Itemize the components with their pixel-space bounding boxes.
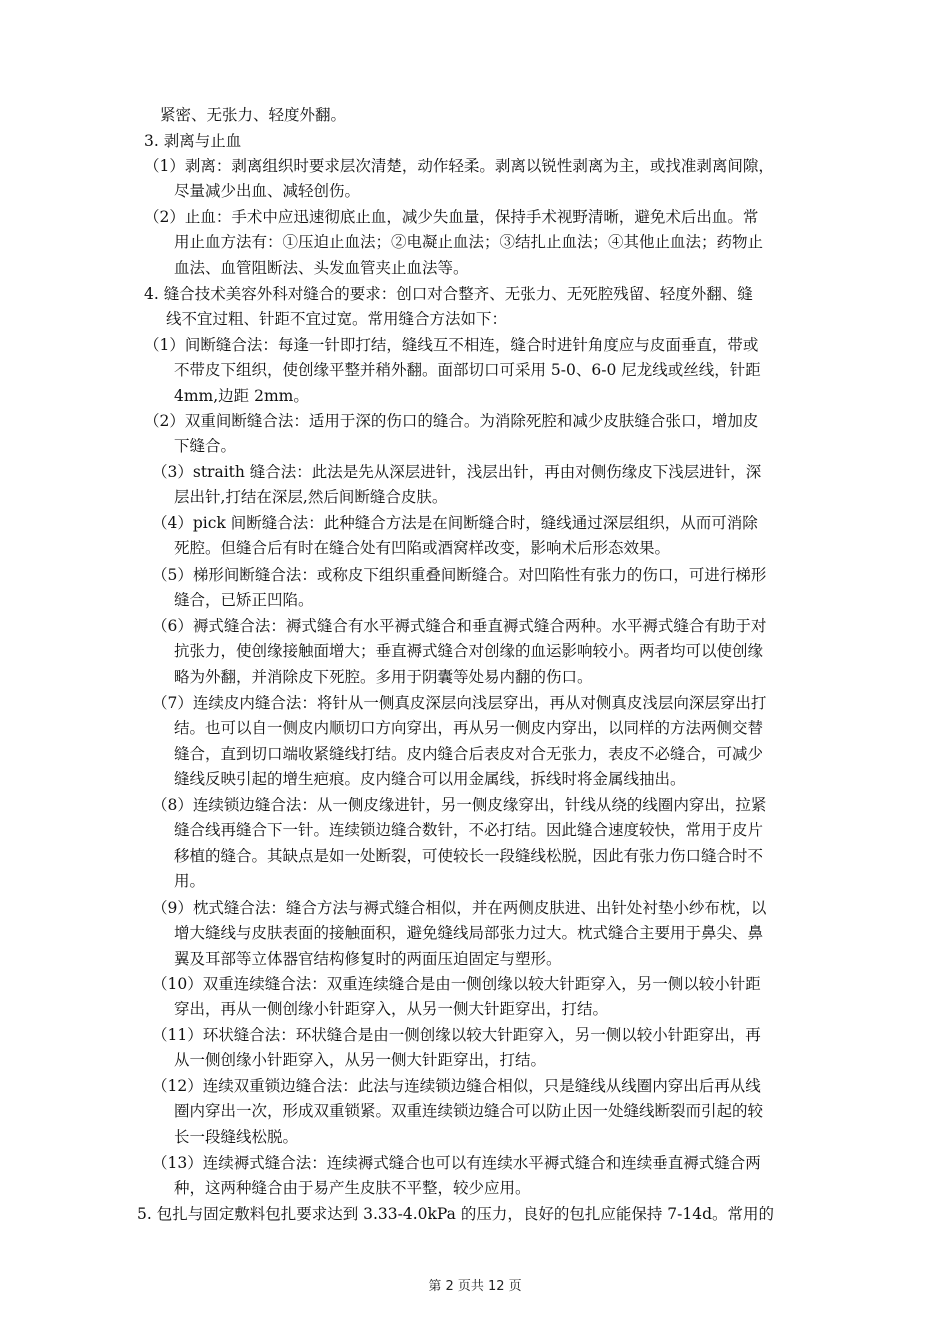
paragraph [160, 103, 346, 128]
text-line: 长一段缝线松脱。 [174, 1127, 299, 1146]
text-line: （5）梯形间断缝合法：或称皮下组织重叠间断缝合。对凹陷性有张力的伤口，可进行梯形 [152, 566, 767, 584]
paragraph [152, 614, 766, 690]
text-line: 紧密、无张力、轻度外翻。 [160, 106, 347, 124]
text-line: （1）剥离：剥离组织时要求层次清楚，动作轻柔。剥离以锐性剥离为主，或找准剥离间隙， [144, 157, 774, 175]
text-line: 4mm,边距 2mm。 [174, 386, 309, 405]
text-line: （9）枕式缝合法：缝合方法与褥式缝合相似，并在两侧皮肤进、出针处衬垫小纱布枕，以 [152, 899, 767, 917]
text-line: （8）连续锁边缝合法：从一侧皮缘进针，另一侧皮缘穿出，针线从绕的线圈内穿出，拉紧 [152, 796, 767, 814]
text-line: 翼及耳部等立体器官结构修复时的两面压迫固定与塑形。 [174, 949, 562, 968]
text-line: 移植的缝合。其缺点是如一处断裂，可使较长一段缝线松脱，因此有张力伤口缝合时不 [174, 846, 764, 865]
paragraph [152, 563, 766, 614]
text-line: 结。也可以自一侧皮内顺切口方向穿出，再从另一侧皮内穿出，以同样的方法两侧交替 [174, 719, 764, 738]
text-line: 缝合，已矫正凹陷。 [174, 591, 314, 610]
paragraph [144, 154, 774, 205]
paragraph [152, 793, 766, 895]
text-line: 死腔。但缝合后有时在缝合处有凹陷或酒窝样改变，影响术后形态效果。 [174, 539, 671, 558]
text-line: （10）双重连续缝合法：双重连续缝合是由一侧创缘以较大针距穿入，另一侧以较小针距 [152, 975, 761, 993]
text-line: （6）褥式缝合法：褥式缝合有水平褥式缝合和垂直褥式缝合两种。水平褥式缝合有助于对 [152, 617, 767, 635]
text-line: （4）pick 间断缝合法：此种缝合方法是在间断缝合时，缝线通过深层组织，从而可消除 [152, 514, 758, 532]
text-line: （7）连续皮内缝合法：将针从一侧真皮深层向浅层穿出，再从对侧真皮浅层向深层穿出打 [152, 694, 767, 712]
text-line: 略为外翻，并消除皮下死腔。多用于阴囊等处易内翻的伤口。 [174, 667, 593, 686]
text-line: 5. 包扎与固定敷料包扎要求达到 3.33-4.0kPa 的压力，良好的包扎应能保持 7-14d。常用的 [137, 1205, 775, 1223]
paragraph [152, 511, 758, 562]
text-line: 3. 剥离与止血 [144, 132, 242, 150]
paragraph [152, 691, 766, 793]
text-line: 用止血方法有：①压迫止血法；②电凝止血法；③结扎止血法；④其他止血法；药物止 [174, 233, 764, 252]
text-line: （2）止血：手术中应迅速彻底止血，减少失血量，保持手术视野清晰，避免术后出血。常 [144, 208, 759, 226]
text-line: 穿出，再从一侧创缘小针距穿入，从另一侧大针距穿出，打结。 [174, 1000, 609, 1019]
text-line: （2）双重间断缝合法：适用于深的伤口的缝合。为消除死腔和减少皮肤缝合张口，增加皮 [144, 412, 759, 430]
paragraph [152, 1151, 761, 1202]
text-line: 从一侧创缘小针距穿入，从另一侧大针距穿出，打结。 [174, 1051, 547, 1070]
paragraph [144, 409, 758, 460]
text-line: （11）环状缝合法：环状缝合是由一侧创缘以较大针距穿入，另一侧以较小针距穿出，再 [152, 1026, 761, 1044]
paragraph [144, 205, 763, 281]
paragraph [152, 972, 761, 1023]
paragraph [144, 333, 761, 409]
text-line: 不带皮下组织，使创缘平整并稍外翻。面部切口可采用 5-0、6-0 尼龙线或丝线，针距 [174, 361, 761, 380]
text-line: 用。 [174, 872, 206, 891]
text-line: （13）连续褥式缝合法：连续褥式缝合也可以有连续水平褥式缝合和连续垂直褥式缝合两 [152, 1154, 761, 1172]
text-line: 增大缝线与皮肤表面的接触面积，避免缝线局部张力过大。枕式缝合主要用于鼻尖、鼻 [174, 924, 764, 943]
paragraph [152, 460, 761, 511]
text-line: （3）straith 缝合法：此法是先从深层进针，浅层出针，再由对侧伤缘皮下浅层进针，深 [152, 463, 762, 481]
text-line: 缝合线再缝合下一针。连续锁边缝合数针，不必打结。因此缝合速度较快，常用于皮片 [174, 821, 764, 840]
text-line: 血法、血管阻断法、头发血管夹止血法等。 [174, 258, 469, 277]
section-heading [144, 282, 753, 333]
text-line: 下缝合。 [174, 437, 237, 456]
section-heading [137, 1202, 774, 1227]
text-line: 4. 缝合技术美容外科对缝合的要求：创口对合整齐、无张力、无死腔残留、轻度外翻、缝 [144, 285, 753, 303]
page-number-footer: 第 2 页共 12 页 [428, 1279, 522, 1294]
text-line: 层出针,打结在深层,然后间断缝合皮肤。 [174, 488, 448, 507]
text-line: 缝线反映引起的增生疤痕。皮内缝合可以用金属线，拆线时将金属线抽出。 [174, 770, 686, 789]
text-line: 圈内穿出一次，形成双重锁紧。双重连续锁边缝合可以防止因一处缝线断裂而引起的较 [174, 1102, 764, 1121]
section-heading [144, 129, 241, 154]
paragraph [152, 1023, 761, 1074]
text-line: 尽量减少出血、减轻创伤。 [174, 182, 361, 201]
text-line: （1）间断缝合法：每逢一针即打结，缝线互不相连，缝合时进针角度应与皮面垂直，带或 [144, 336, 759, 354]
text-line: 抗张力，使创缘接触面增大；垂直褥式缝合对创缘的血运影响较小。两者均可以使创缘 [174, 642, 764, 661]
text-line: 线不宜过粗、针距不宜过宽。常用缝合方法如下： [166, 310, 508, 329]
paragraph [152, 896, 766, 972]
text-line: （12）连续双重锁边缝合法：此法与连续锁边缝合相似，只是缝线从线圈内穿出后再从线 [152, 1077, 761, 1095]
text-line: 种，这两种缝合由于易产生皮肤不平整，较少应用。 [174, 1179, 531, 1198]
paragraph [152, 1074, 763, 1150]
text-line: 缝合，直到切口端收紧缝线打结。皮内缝合后表皮对合无张力，表皮不必缝合，可减少 [174, 744, 764, 763]
